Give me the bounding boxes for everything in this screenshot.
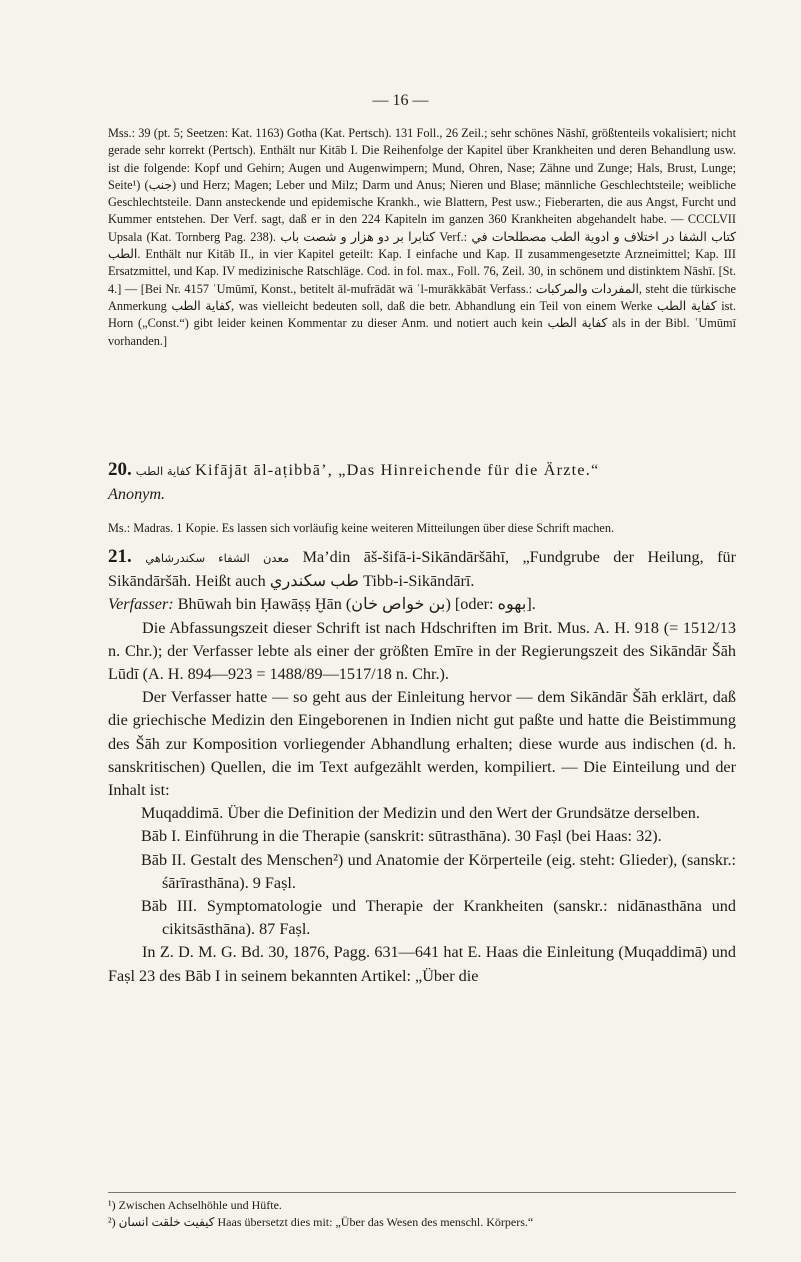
page-number: — 16 — <box>372 92 429 109</box>
contents-item: Muqaddimā. Über die Definition der Medizin und den Wert der Grundsätze derselben. <box>141 804 700 823</box>
entry-21-title: Ma’din āš-šifā-i-Sikāndāršāhī, „Fundgrube der Heilung, für Sikāndāršāh. Heißt auch طب سكندري Tibb-i-Sikāndārī. <box>108 548 737 591</box>
footnote: ¹) Zwischen Achselhöhle und Hüfte. <box>108 1198 282 1212</box>
entry-20-number: 20. <box>108 459 132 480</box>
entry-21-sources-paragraph: Der Verfasser hatte — so geht aus der Einleitung hervor — dem Sikāndār Šāh erklärt, daß die griechische Medizin den Eingeborenen in Indien nicht gut paßte und hatte die Beistimmung des Šāh zur Komposition vorliegender Abhandlung erhalten; diese wurde aus indischen (d. h. sanskritischen) Quellen, die im Text aufgezählt werden, kompiliert. — Die Einteilung und der Inhalt ist: <box>108 688 736 800</box>
entry-20-arabic-title: كفاية الطب <box>135 464 192 478</box>
contents-item: Bāb I. Einführung in die Therapie (sanskrit: sūtrasthāna). 30 Faṣl (bei Haas: 32). <box>141 827 662 846</box>
entry-21-author-label: Verfasser: <box>108 595 174 614</box>
entry-21-arabic-title: معدن الشفاء سكندرشاهي <box>145 551 290 565</box>
footnote: ²) كيفيت خلقت انسان Haas übersetzt dies mit: „Über das Wesen des menschl. Körpers.“ <box>108 1215 534 1229</box>
entry-21-haas-paragraph: In Z. D. M. G. Bd. 30, 1876, Pagg. 631—641 hat E. Haas die Einleitung (Muqaddimā) und Faṣl 23 des Bāb I in seinem bekannten Artikel: „Über die <box>108 943 736 985</box>
contents-item: Bāb II. Gestalt des Menschen²) und Anatomie der Körperteile (eig. steht: Glieder), (sanskr.: śārīrasthāna). 9 Faṣl. <box>141 850 736 892</box>
footnotes <box>108 1192 736 1231</box>
entry-21 <box>108 545 736 988</box>
entry-20 <box>108 458 736 506</box>
manuscripts-paragraph: Mss.: 39 (pt. 5; Seetzen: Kat. 1163) Gotha (Kat. Pertsch). 131 Foll., 26 Zeil.; sehr schönes Nāshī, größtenteils vokalisiert; nicht gerade sehr korrekt (Pertsch). Enthält nur Kitāb I. Die Reihenfolge der Kapitel über Krankheiten und deren Behandlung usw. ist die folgende: Kopf und Gehirn; Augen und Augenwimpern; Mund, Ohren, Nase; Zähne und Zunge; Hals, Brust, Lunge; Seite¹) (جنب) und Herz; Magen; Leber und Milz; Darm und Anus; Nieren und Blase; männliche Geschlechtsteile; weibliche Geschlechtsteile. Dann ansteckende und epidemische Krankh., wie Blattern, Pest usw.; Fieberarten, die aus Angst, Furcht und Kummer entstehen. Der Verf. sagt, daß er in den 224 Kapiteln im ganzen 360 Krankheiten abgehandelt habe. — CCCLVII Upsala (Kat. Tornberg Pag. 238). كتابرا بر دو هزار و شصت باب Verf.: كتاب الشفا در اختلاف و ادوية الطب مصطلحات في الطب. Enthält nur Kitāb II., in vier Kapitel geteilt: Kap. I einfache und Kap. II zusammengesetzte Arzneimittel; Kap. III Ersatzmittel, und Kap. IV medizinische Ratschläge. Cod. in fol. max., Foll. 76, Zeil. 30, in schönem und distinktem Nāshī. [St. 4.] — [Bei Nr. 4157 ʿUmūmī, Konst., betitelt āl-mufrādāt wā ʾl-murākkābāt Verfass.: المفردات والمركبات, steht die türkische Anmerkung كفاية الطب, was vielleicht bedeuten soll, daß die betr. Abhandlung ein Teil von einem Werke كفاية الطب ist. Horn („Const.“) gibt leider keinen Kommentar zu dieser Anm. und notiert auch kein كفاية الطب als in der Bibl. ʿUmūmī vorhanden.] <box>108 126 737 348</box>
entry-20-manuscripts: Ms.: Madras. 1 Kopie. Es lassen sich vorläufig keine weiteren Mitteilungen über diese Schrift machen. <box>108 521 615 535</box>
entry-21-author: Bhūwah bin Ḥawāṣṣ Ḫān (بن خواص خان) [oder: بهوه]. <box>177 595 536 614</box>
entry-20-title: Kifājāt āl-aṭibbā’, „Das Hinreichende für die Ärzte.“ <box>195 461 600 479</box>
entry-21-number: 21. <box>108 546 132 567</box>
entry-21-date-paragraph: Die Abfassungszeit dieser Schrift ist nach Hdschriften im Brit. Mus. A. H. 918 (= 1512/13 n. Chr.); der Verfasser lebte als einer der größten Emīre in der Regierungszeit des Sikāndār Šāh Lūdī (A. H. 894—923 = 1488/89—1517/18 n. Chr.). <box>108 618 736 684</box>
entry-20-author: Anonym. <box>108 485 166 504</box>
contents-item: Bāb III. Symptomatologie und Therapie der Krankheiten (sanskr.: nidānasthāna und cikitsāsthāna). 87 Faṣl. <box>141 897 736 939</box>
